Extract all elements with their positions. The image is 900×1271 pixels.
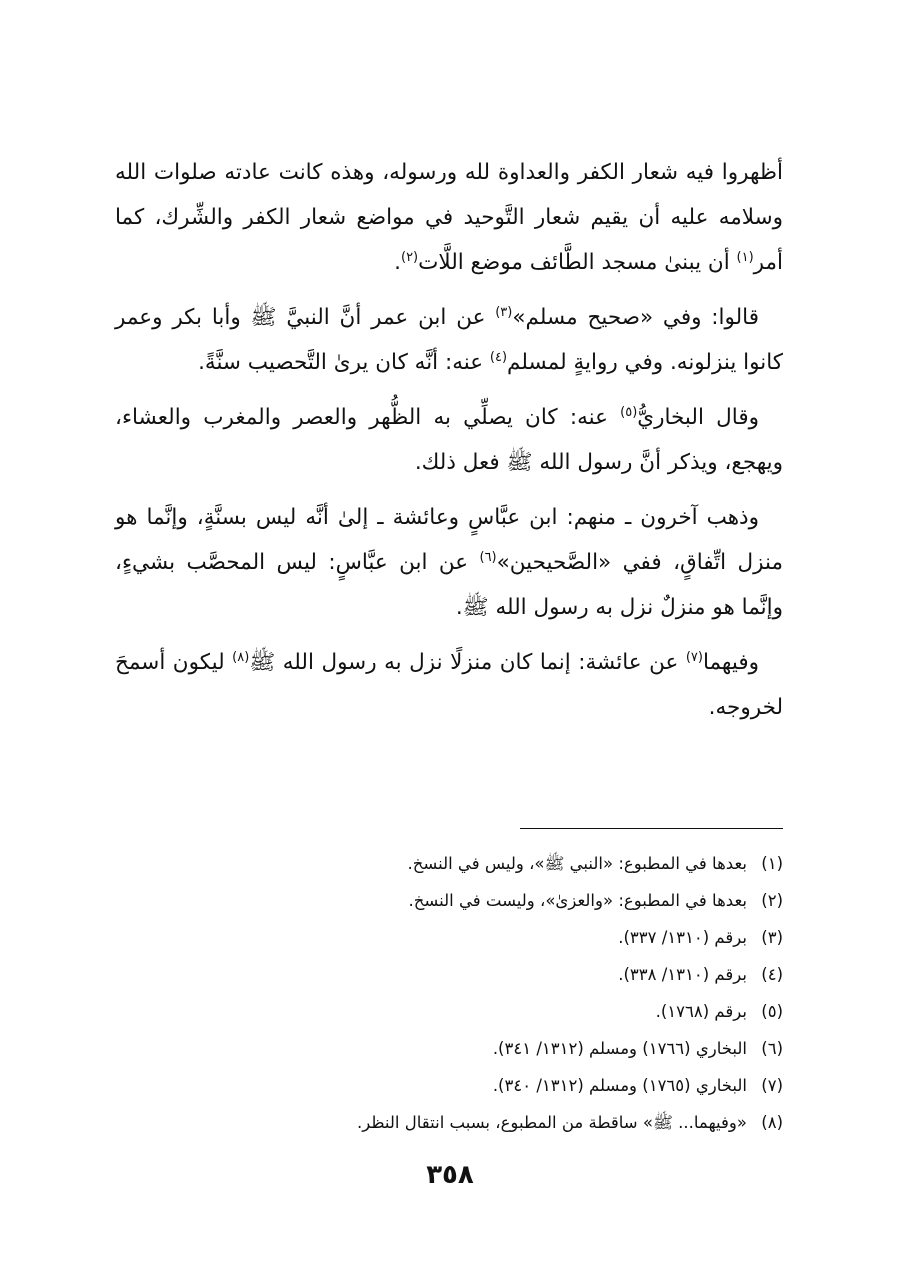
paragraph-1 [115, 150, 783, 285]
footnote-ref-8[interactable]: (٨) [232, 650, 250, 665]
footnote-text: «وفيهما... ﷺ» ساقطة من المطبوع، بسبب انتقال النظر. [357, 1113, 747, 1132]
paragraph-3 [115, 395, 783, 485]
main-text [115, 150, 783, 740]
text-run: ليكون أسمحَ لخروجه. [115, 650, 783, 720]
paragraph-4 [115, 495, 783, 630]
footnote-separator [520, 828, 783, 829]
footnote-item [115, 1104, 783, 1141]
page-number: ٣٥٨ [426, 1160, 474, 1190]
text-run: وذهب آخرون ـ منهم: ابن عبَّاسٍ وعائشة ـ إلىٰ أنَّه ليس بسنَّةٍ، وإنَّما هو منزل اتِّفاقٍ، ففي «الصَّحيحين» [115, 505, 783, 575]
paragraph-5 [115, 640, 783, 730]
footnote-item [115, 1030, 783, 1067]
footnote-text: البخاري (١٧٦٥) ومسلم (١٣١٢/ ٣٤٠). [492, 1076, 747, 1095]
text-run: . [394, 250, 401, 275]
text-run: عن عائشة: إنما كان منزلًا نزل به رسول الله ﷺ [249, 650, 686, 675]
text-run: وفيهما [702, 650, 759, 675]
text-run: وقال البخاريُّ [637, 405, 759, 430]
footnote-item [115, 882, 783, 919]
text-run: عنه: كان يصلِّي به الظُّهر والعصر والمغرب والعشاء، ويهجع، ويذكر أنَّ رسول الله ﷺ فعل ذلك. [115, 405, 783, 475]
footnote-ref-3[interactable]: (٣) [495, 305, 513, 320]
footnote-text: بعدها في المطبوع: «والعزىٰ»، وليست في النسخ. [408, 891, 747, 910]
footnote-number: (٥) [761, 1002, 783, 1021]
paragraph-2 [115, 295, 783, 385]
footnote-ref-1[interactable]: (١) [736, 250, 754, 265]
text-run: عن ابن عمر أنَّ النبيَّ ﷺ وأبا بكر وعمر كانوا ينزلونه. وفي روايةٍ لمسلم [115, 305, 783, 375]
text-run: أن يبنىٰ مسجد الطَّائف موضع اللَّات [418, 250, 737, 275]
footnotes [115, 845, 783, 1141]
footnote-text: البخاري (١٧٦٦) ومسلم (١٣١٢/ ٣٤١). [492, 1039, 747, 1058]
footnote-ref-6[interactable]: (٦) [479, 550, 497, 565]
footnote-item [115, 956, 783, 993]
footnote-ref-4[interactable]: (٤) [489, 350, 508, 365]
footnote-ref-2[interactable]: (٢) [400, 250, 419, 265]
footnote-number: (٦) [761, 1039, 783, 1058]
footnote-text: برقم (١٧٦٨). [655, 1002, 747, 1021]
text-run: عنه: أنَّه كان يرىٰ التَّحصيب سنَّةً. [198, 350, 490, 375]
footnote-number: (٣) [761, 928, 783, 947]
footnote-number: (٤) [761, 965, 783, 984]
text-run: قالوا: وفي «صحيح مسلم» [512, 305, 760, 330]
footnote-ref-5[interactable]: (٥) [620, 405, 638, 420]
footnote-number: (٢) [761, 891, 783, 910]
footnote-number: (٧) [761, 1076, 783, 1095]
footnote-item [115, 845, 783, 882]
footnote-item [115, 919, 783, 956]
footnote-number: (٨) [761, 1113, 783, 1132]
footnote-number: (١) [761, 854, 783, 873]
footnote-item [115, 1067, 783, 1104]
footnote-item [115, 993, 783, 1030]
text-run: أظهروا فيه شعار الكفر والعداوة لله ورسوله، وهذه كانت عادته صلوات الله وسلامه عليه أن يقيم شعار التَّوحيد في مواضع شعار الكفر والشِّرك، كما أمر [115, 160, 783, 275]
footnote-text: بعدها في المطبوع: «النبي ﷺ»، وليس في النسخ. [407, 854, 747, 873]
text-run: عن ابن عبَّاسٍ: ليس المحصَّب بشيءٍ، وإنَّما هو منزلٌ نزل به رسول الله ﷺ. [115, 550, 783, 620]
footnote-text: برقم (١٣١٠/ ٣٣٧). [618, 928, 747, 947]
footnote-text: برقم (١٣١٠/ ٣٣٨). [618, 965, 747, 984]
footnote-ref-7[interactable]: (٧) [685, 650, 703, 665]
